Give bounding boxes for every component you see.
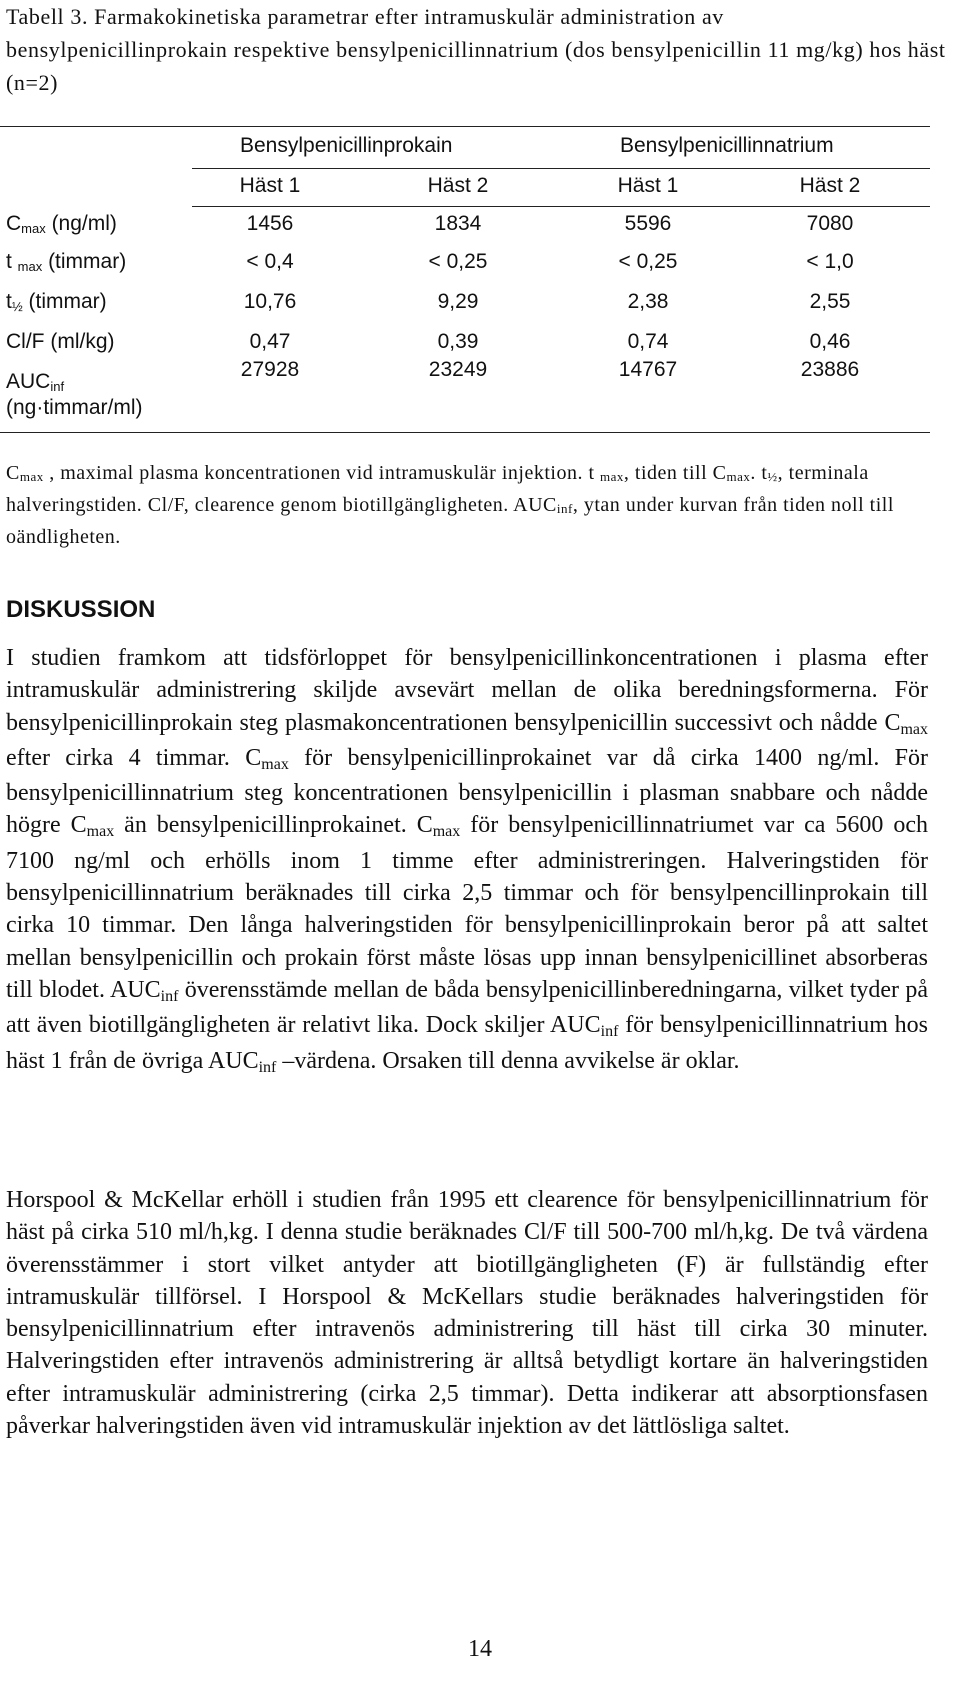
row-label-clf: Cl/F (ml/kg) [6, 330, 115, 353]
table-footnote: $C_{max}$ , maximal plasma koncentrationen vid intramuskulär injektion. t $_{max}$, tiden till $C_{max}$. $t_{\frac{1}{2}}$, terminala halveringstiden. Cl/F, clearence genom biotillgängligheten. $AUC_{inf}$, ytan under kurvan från tiden noll till oändligheten. [6, 462, 894, 548]
caption-text: Farmakokinetiska parametrar efter intramuskulär administration av bensylpenicillinprokain respektive bensylpenicillinnatrium (dos bensylpenicillin 11 mg/kg) hos häst (n=2) [6, 4, 946, 95]
table-cell: 14767 [618, 358, 678, 381]
table-cell: 23886 [800, 358, 860, 381]
row-label-tmax: t $_{max}$ (timmar) [6, 250, 127, 274]
table-cell: 0,47 [249, 330, 291, 353]
table-cell: < 1,0 [806, 250, 854, 273]
table-cell: 9,29 [437, 290, 479, 313]
subheader-rule [192, 206, 930, 207]
table-cell: < 0,25 [618, 250, 678, 273]
table-cell: 0,46 [809, 330, 851, 353]
table-cell: 0,74 [627, 330, 669, 353]
page-number: 14 [468, 1636, 492, 1662]
table-cell: 23249 [428, 358, 488, 381]
table-bottom-rule [0, 432, 930, 433]
table-cell: 10,76 [243, 290, 297, 313]
caption-label: Tabell 3. [6, 4, 89, 29]
subheader-1: Häst 1 [239, 174, 301, 197]
subheader-2: Häst 2 [427, 174, 489, 197]
group-header-natrium: Bensylpenicillinnatrium [620, 134, 834, 157]
table-cell: 0,39 [437, 330, 479, 353]
table-cell: 27928 [240, 358, 300, 381]
table-cell: < 0,4 [246, 250, 294, 273]
table-caption [6, 0, 946, 99]
row-label-auc-unit: (ng·timmar/ml) [6, 396, 143, 419]
table-top-rule [0, 126, 930, 127]
table-cell: 2,55 [809, 290, 851, 313]
subheader-4: Häst 2 [799, 174, 861, 197]
row-label-auc: $AUC_{inf}$ [6, 370, 65, 394]
table-cell: < 0,25 [428, 250, 488, 273]
table-cell: 2,38 [627, 290, 669, 313]
paragraph-discussion-2: Horspool & McKellar erhöll i studien från 1995 ett clearence för bensylpenicillinnatrium för häst på cirka 510 ml/h,kg. I denna studie beräknades Cl/F till 500-700 ml/h,kg. De två värdena överensstämmer i stort vilket antyder att biotillgängligheten (F) är fullständig efter intramuskulär tillförsel. I Horspool & McKellars studie beräknades halveringstiden för bensylpenicillinnatrium efter intravenös administrering till häst till cirka 30 minuter. Halveringstiden efter intravenös administrering är alltså betydligt kortare än halveringstiden efter intramuskulär administrering (cirka 2,5 timmar). Detta indikerar att absorptionsfasen påverkar halveringstiden även vid intramuskulär injektion av det lättlösliga saltet. [6, 1187, 928, 1440]
paragraph-discussion-1: I studien framkom att tidsförloppet för bensylpenicillinkoncentrationen i plasma efter intramuskulär administrering skiljde avsevärt mellan de olika beredningsformerna. För bensylpenicillinprokain steg plasmakoncentrationen bensylpenicillin successivt och nådde $C_{max}$ efter cirka 4 timmar. $C_{max}$ för bensylpenicillinprokainet var då cirka 1400 ng/ml. För bensylpenicillinnatrium steg koncentrationen bensylpenicillin i plasman snabbare och nådde högre $C_{max}$ än bensylpenicillinprokainet. $C_{max}$ för bensylpenicillinnatriumet var ca 5600 och 7100 ng/ml och erhölls inom 1 timme efter administreringen. Halveringstiden för bensylpenicillinnatrium beräknades till cirka 2,5 timmar och för bensylpencillinprokain till cirka 10 timmar. Den långa halveringstiden för bensylpenicillinprokain beror på att saltet mellan bensylpenicillin och prokain först måste lösas upp innan bensylpenicillinet absorberas till blodet. $AUC_{inf}$ överensstämde mellan de båda bensylpenicillinberedningarna, vilket tyder på att även biotillgängligheten är relativt lika. Dock skiljer $AUC_{inf}$ för bensylpenicillinnatrium hos häst 1 från de övriga $AUC_{inf}$ –värdena. Orsaken till denna avvikelse är oklar. [6, 645, 929, 1076]
group-header-prokain: Bensylpenicillinprokain [240, 134, 453, 157]
row-label-cmax: $C_{max}$ (ng/ml) [6, 212, 117, 236]
section-heading: DISKUSSION [6, 596, 156, 623]
table-cell: 7080 [806, 212, 854, 235]
table-cell: 1456 [246, 212, 294, 235]
table-cell: 1834 [434, 212, 482, 235]
row-label-thalf: $t_{\frac{1}{2}}$ (timmar) [6, 290, 107, 314]
subheader-3: Häst 1 [617, 174, 679, 197]
group-header-rule [192, 168, 930, 169]
table-cell: 5596 [624, 212, 672, 235]
